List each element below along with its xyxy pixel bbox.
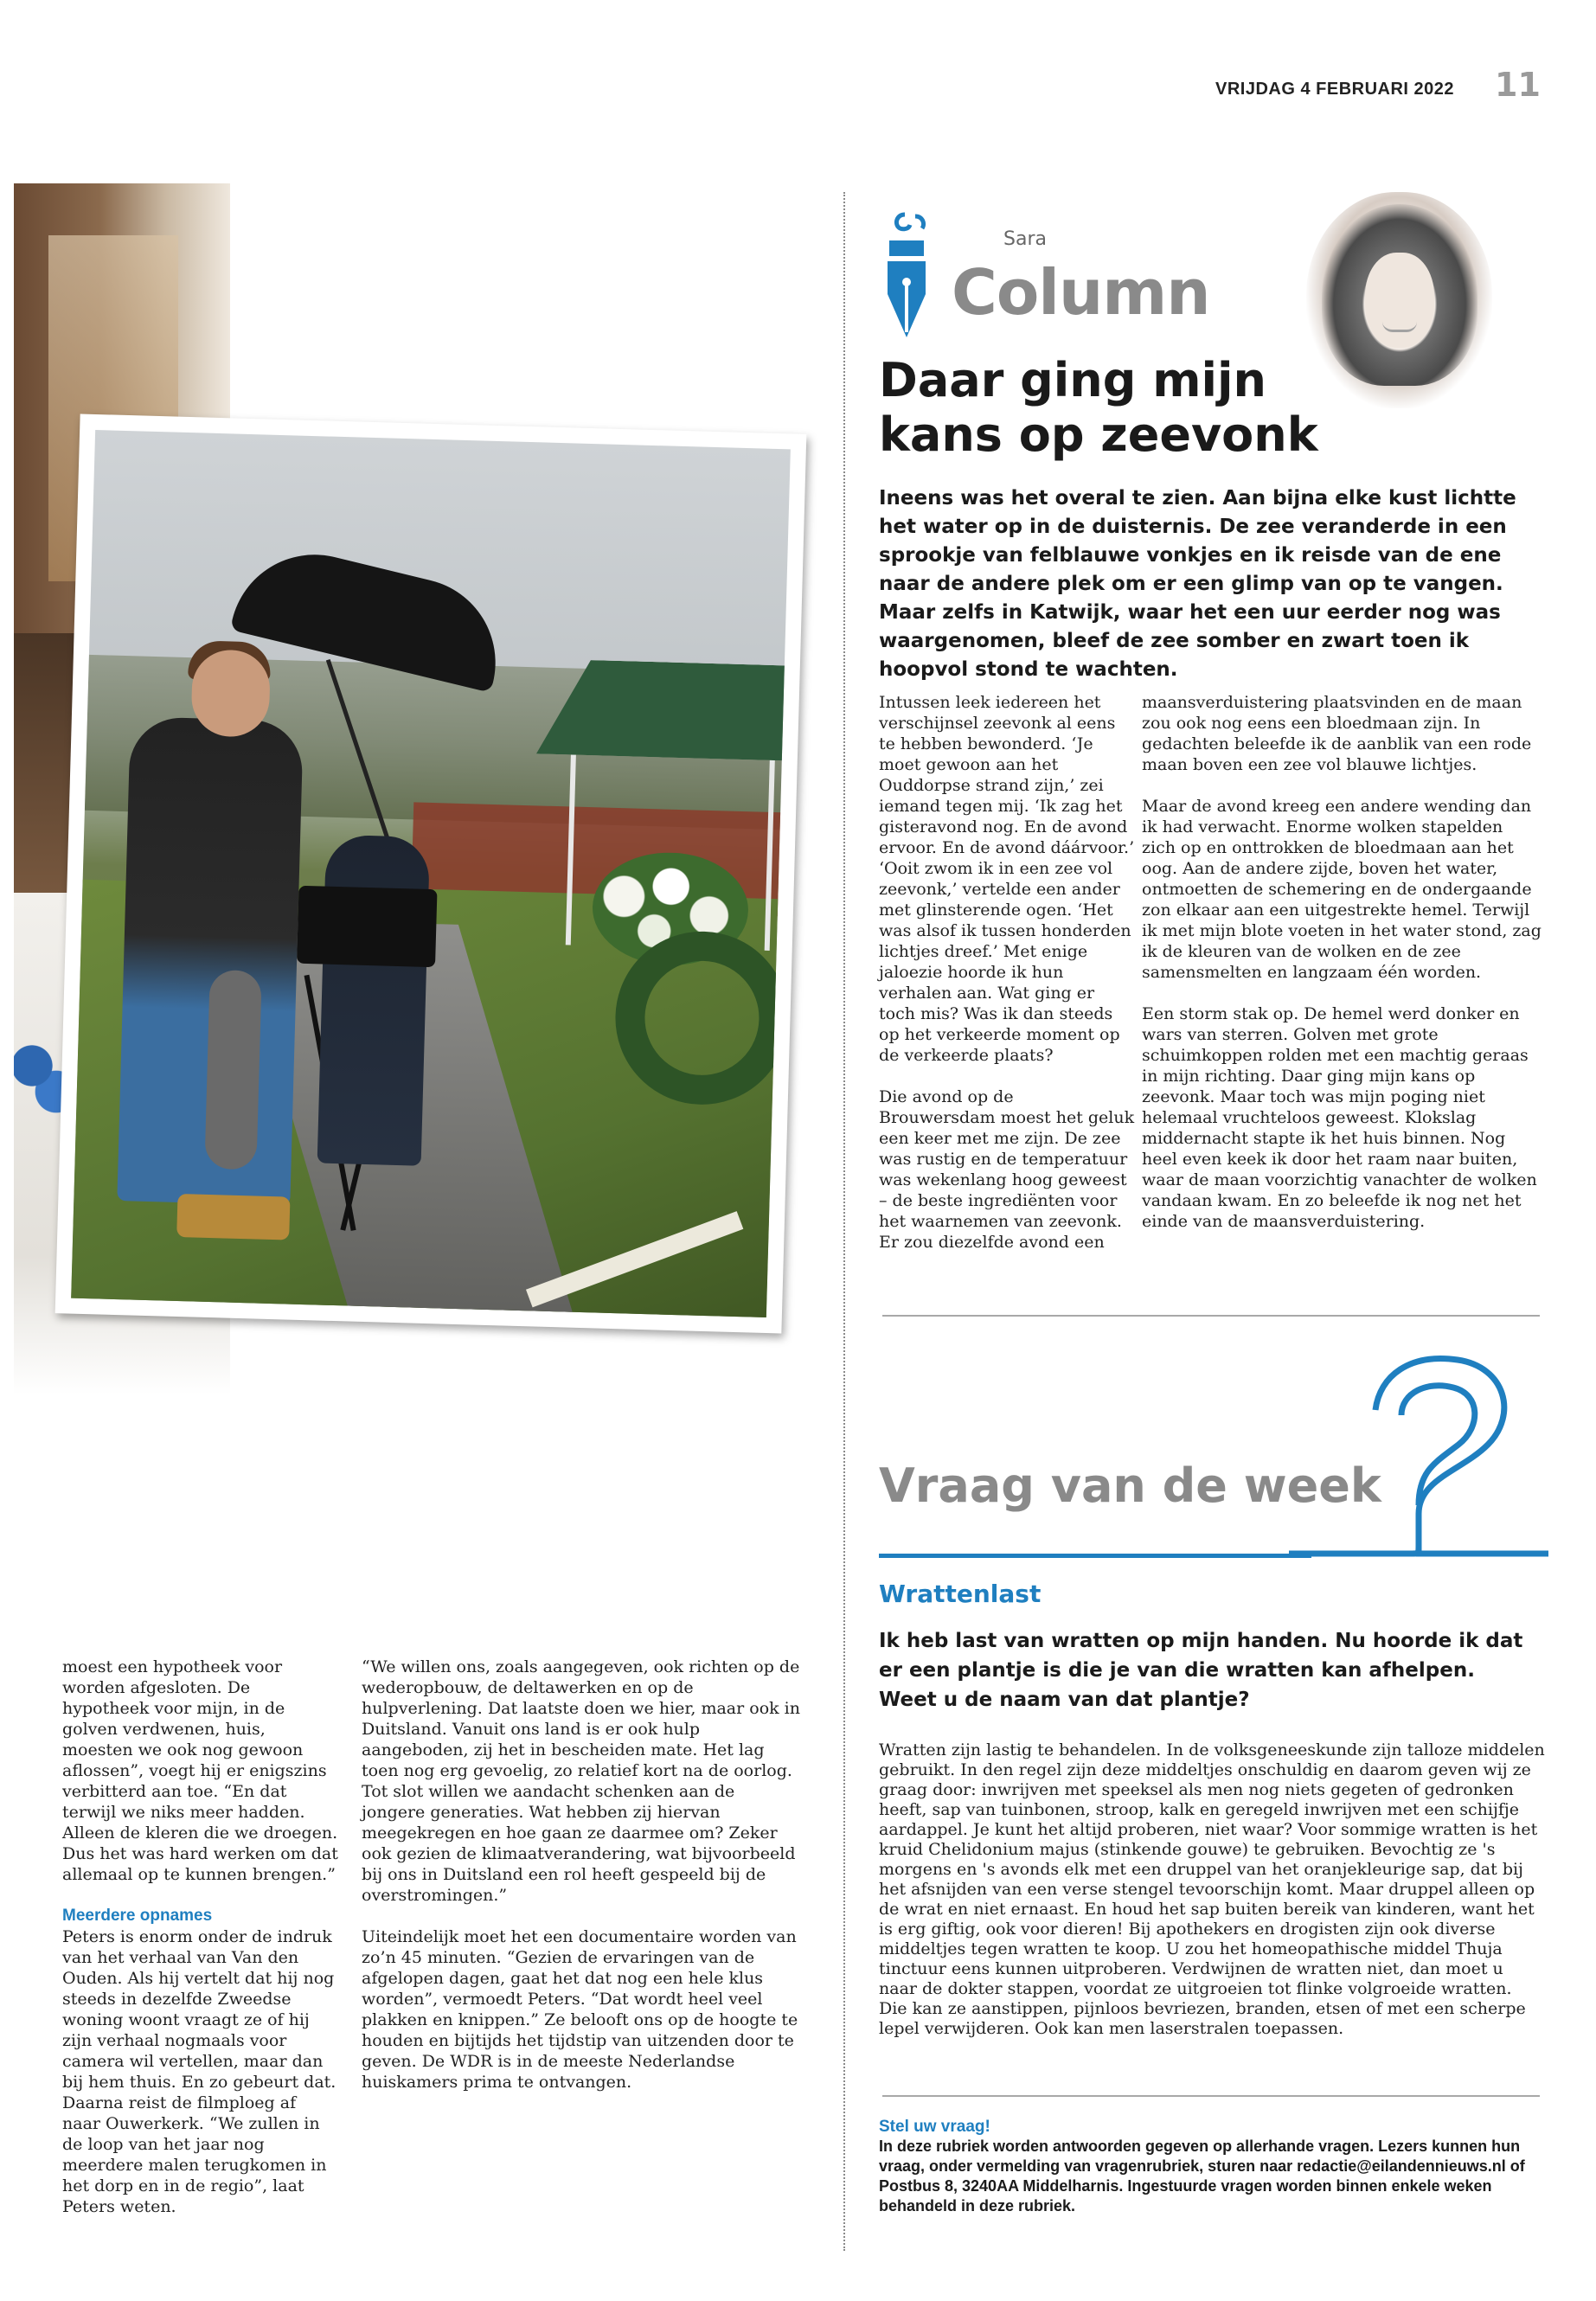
vraag-subtitle: Wrattenlast [879, 1580, 1042, 1608]
paragraph: maansverduistering plaatsvinden en de maan zou ook nog eens een bloedmaan zijn. In gedachten beleefde ik de aanblik van een rode maan boven een zee vol blauwe lichtjes. [1142, 693, 1532, 774]
column-title [879, 353, 1484, 462]
vraag-answer: Wratten zijn lastig te behandelen. In de volksgeneeskunde zijn talloze middelen gebruikt. In den regel zijn deze middeltjes onschuldig en daarom geven wij ze graag door: inwrijven met speeksel als men nog niets gegeten of gedronken heeft, sap van tuinbonen, stroop, kalk en geregeld inwrijven met een schijfje aardappel. Je kunt het altijd proberen, niet waar? Voor sommige wratten is het kruid Chelidonium majus (stinkende gouwe) te gebruiken. Bevochtig ze 's morgens en 's avonds elk met een druppel van het oranjekleurige sap, dat bij het afsnijden van een verse stengel tevoorschijn komt. Maar druppel alleen op de wrat en niet ernaast. En houd het sap buiten bereik van kinderen, want het is erg giftig, ook voor dieren! Bij apothekers en drogisten zijn ook diverse middeltjes tegen wratten te koop. U zou het homeopathische middel Thuja tinctuur eens kunnen uitproberen. Verdwijnen de wratten niet, dan moet u naar de dokter stappen, voordat ze uitgroeien tot flinke volgroeide wratten. Die kan ze aanstippen, pijnloos bevriezen, branden, etsen of met een scherpe lepel verwijderen. Ook kan men laserstralen toepassen. [879, 1740, 1545, 2038]
paragraph: Peters is enorm onder de indruk van het verhaal van Van den Ouden. Als hij vertelt dat hij nog steeds in dezelfde Zweedse woning woont vraagt ze of hij zijn verhaal nogmaals voor camera wil vertellen, maar dan bij hem thuis. En zo gebeurt dat. [62, 1927, 337, 2092]
paragraph: Die avond op de Brouwersdam moest het geluk een keer met me zijn. De zee was rustig en de temperatuur was wekenlang hoog geweest – de beste ingrediënten voor het waarnemen van zeevonk. Er zou diezelfde avond een [879, 1087, 1135, 1252]
page-number: 11 [1495, 66, 1541, 104]
paragraph: Een storm stak op. De hemel werd donker en wars van sterren. Golven met grote schuimkoppen rolden met een machtig geraas in mijn richting. Daar ging mijn kans op zeevonk. Maar toch was mijn poging niet helemaal vruchteloos geweest. Klokslag middernacht stapte ik het huis binnen. Nog heel even keek ik door het raam naar buiten, waar de maan voorzichtig vanachter de wolken vandaan kwam. En zo beleefde ik nog net het einde van de maansverduistering. [1142, 1004, 1537, 1231]
vraag-question: Ik heb last van wratten op mijn handen. Nu hoorde ik dat er een plantje is die je van die wratten kan afhelpen. Weet u de naam van dat plantje? [879, 1630, 1523, 1711]
vraag-title: Vraag van de week [879, 1458, 1381, 1513]
paragraph: Uiteindelijk moet het een documentaire worden van zo’n 45 minuten. “Gezien de ervaringen van de afgelopen dagen, gaat het dat nog een hele klus worden”, vermoedt Peters. “Dat wordt heel veel plakken en knippen.” Ze belooft ons op de hoogte te houden en bijtijds het tijdstip van uitzenden door te geven. De WDR is in de meeste Nederlandse huiskamers prima te ontvangen. [362, 1927, 798, 2092]
column-label: Column [952, 256, 1210, 329]
fountain-pen-icon [879, 211, 933, 341]
paragraph: moest een hypotheek voor worden afgesloten. De hypotheek voor mijn, in de golven verdwenen, huis, moesten we ook nog gewoon aflossen”, voegt hij er enigszins verbitterd aan toe. “En dat terwijl we niks meer hadden. Alleen de kleren die we droegen. Dus het was hard werken om dat allemaal op te kunnen brengen.” [62, 1657, 338, 1884]
column-lead: Ineens was het overal te zien. Aan bijna elke kust lichtte het water op in de duisternis. De zee veranderde in een sprookje van felblauwe vonkjes en ik reisde van de ene naar de andere plek om er een glimp van op te vangen. Maar zelfs in Katwijk, waar het een uur eerder nog was waargenomen, bleef de zee somber en zwart toen ik hoopvol stond te wachten. [879, 487, 1516, 681]
column-title-line1: Daar ging mijn [879, 353, 1266, 407]
article-subhead: Meerdere opnames [62, 1907, 213, 1925]
column-author: Sara [1003, 228, 1047, 250]
article-col2 [362, 1657, 803, 2093]
stel-uw-vraag-body: In deze rubriek worden antwoorden gegeven op allerhande vragen. Lezers kunnen hun vraag, onder vermelding van vragenrubriek, sturen naar redactie@eilandennieuws.nl of Postbus 8, 3240AA Middelharnis. Ingestuurde vragen worden binnen enkele weken behandeld in deze rubriek. [879, 2138, 1525, 2214]
paragraph: Intussen leek iedereen het verschijnsel zeevonk al eens te hebben bewonderd. ‘Je moet gewoon aan het Ouddorpse strand zijn,’ zei iemand tegen mij. ‘Ik zag het gisteravond nog. En de avond ervoor. En de avond dáárvoor.’ ‘Ooit zwom ik in een zee vol zeevonk,’ vertelde een ander met glinsterende ogen. ‘Het was alsof ik tussen honderden lichtjes dreef.’ Met enige jaloezie hoorde ik hun verhalen aan. Wat ging er toch mis? Was ik dan steeds op het verkeerde moment op de verkeerde plaats? [879, 693, 1135, 1065]
section-divider [882, 2095, 1540, 2097]
film-crew-photo [55, 413, 807, 1333]
page-date: VRIJDAG 4 FEBRUARI 2022 [1215, 80, 1455, 99]
column-divider [843, 192, 845, 2251]
column-title-line2: kans op zeevonk [879, 407, 1318, 462]
section-divider [882, 1315, 1540, 1317]
paragraph: “We willen ons, zoals aangegeven, ook richten op de wederopbouw, de deltawerken en op de hulpverlening. Dat laatste doen we hier, maar ook in Duitsland. Vanuit ons land is er ook hulp aangeboden, zij het in bescheiden mate. Het lag toen nog erg gevoelig, zo relatief kort na de oorlog. Tot slot willen we aandacht schenken aan de jongere generaties. Wat hebben zij hiervan meegekregen en hoe gaan ze daarmee om? Zeker ook gezien de klimaatverandering, wat bijvoorbeeld bij ons in Duitsland een rol heeft gespeeld bij de overstromingen.” [362, 1657, 800, 1905]
vraag-underline [879, 1554, 1311, 1558]
column-body-col2 [1142, 692, 1542, 1232]
stel-uw-vraag-title: Stel uw vraag! [879, 2118, 990, 2136]
article-col1 [62, 1657, 339, 2217]
paragraph: Maar de avond kreeg een andere wending dan ik had verwacht. Enorme wolken stapelden zich op en onttrokken de bloedmaan aan het oog. Aan de andere zijde, boven het water, ontmoetten de schemering en de ondergaande zon elkaar aan een uitgestrekte hemel. Terwijl ik met mijn blote voeten in het water stond, zag ik de kleuren van de wolken en de zee samensmelten en langzaam één worden. [1142, 797, 1542, 982]
paragraph: Daarna reist de filmploeg af naar Ouwerkerk. “We zullen in de loop van het jaar nog meerdere malen terugkomen in het dorp en in de regio”, laat Peters weten. [62, 2093, 327, 2216]
column-body-col1 [879, 692, 1135, 1253]
question-mark-icon [1289, 1349, 1548, 1566]
